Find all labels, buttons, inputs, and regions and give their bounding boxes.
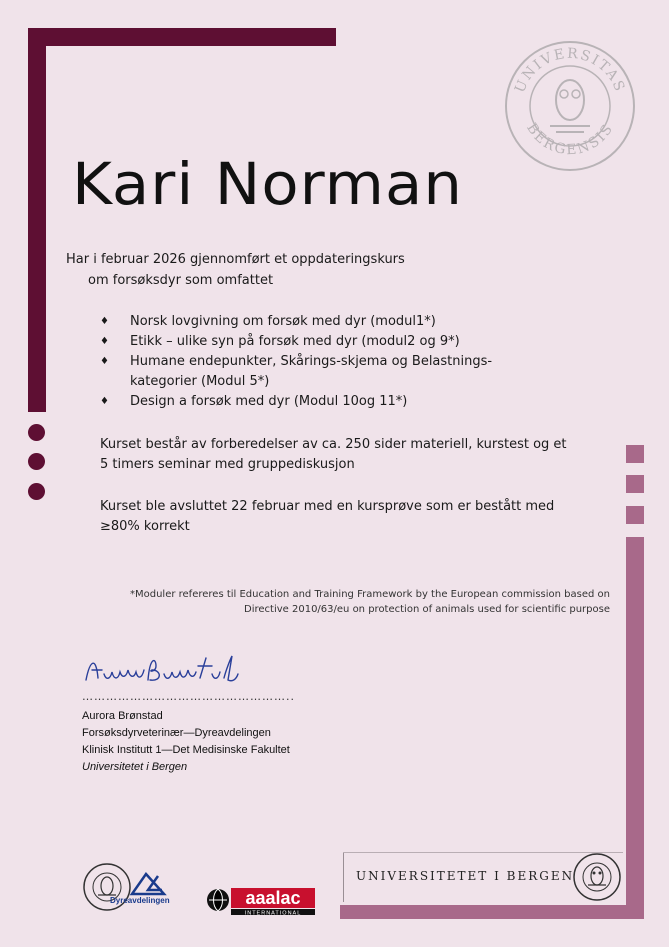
svg-text:aaalac: aaalac	[245, 888, 301, 908]
module-list	[100, 312, 520, 412]
dyreavdelingen-logo-text: Dyreavdelingen	[110, 896, 170, 905]
signatory-institute: Klinisk Institutt 1—Det Medisinske Fakultet	[82, 744, 290, 756]
dyreavdelingen-logo-icon	[128, 870, 202, 914]
left-decorative-bar	[28, 28, 46, 412]
course-content-paragraph: Kurset består av forberedelser av ca. 250 sider materiell, kurstest og et 5 timers seminar med gruppediskusjon	[100, 437, 567, 472]
module-item: ♦ Etikk – ulike syn på forsøk med dyr (modul2 og 9*)	[100, 332, 520, 352]
decorative-square	[626, 506, 644, 524]
svg-text:BERGENSIS: BERGENSIS	[523, 120, 617, 159]
bullet-icon: ♦	[100, 336, 109, 347]
module-item: ♦ Norsk lovgivning om forsøk med dyr (modul1*)	[100, 312, 520, 332]
university-seal-icon	[502, 38, 638, 174]
intro-line-1: Har i februar 2026 gjennomført et oppdateringskurs	[66, 252, 405, 267]
module-item: ♦ Design a forsøk med dyr (Modul 10og 11*)	[100, 392, 520, 412]
decorative-dot	[28, 453, 45, 470]
completion-paragraph: Kurset ble avsluttet 22 februar med en kursprøve som er bestått med ≥80% korrekt	[100, 499, 555, 534]
decorative-square	[626, 475, 644, 493]
signatory-university: Universitetet i Bergen	[82, 761, 188, 773]
signatory-name: Aurora Brønstad	[82, 710, 163, 722]
bottom-decorative-bar	[340, 905, 644, 919]
university-footer-name: UNIVERSITETET I BERGEN	[356, 869, 575, 883]
signature-image	[82, 650, 242, 690]
module-item: ♦ Humane endepunkter, Skårings-skjema og Belastnings-kategorier (Modul 5*)	[100, 354, 493, 389]
right-decorative-bar	[626, 537, 644, 919]
bullet-icon: ♦	[100, 396, 109, 407]
signature-line: ……………………………………………..	[82, 690, 295, 703]
top-decorative-bar	[28, 28, 336, 46]
recipient-name: Kari Norman	[72, 150, 464, 218]
signatory-title: Forsøksdyrveterinær—Dyreavdelingen	[82, 727, 271, 739]
decorative-square	[626, 445, 644, 463]
university-seal-footer-icon	[572, 852, 622, 902]
intro-line-2: om forsøksdyr som omfattet	[88, 273, 274, 288]
decorative-dot	[28, 424, 45, 441]
bullet-icon: ♦	[100, 316, 109, 327]
bullet-icon: ♦	[100, 356, 109, 367]
svg-text:UNIVERSITAS: UNIVERSITAS	[512, 45, 628, 96]
aaalac-logo-icon	[205, 886, 317, 916]
svg-text:INTERNATIONAL: INTERNATIONAL	[244, 910, 302, 916]
footer-divider	[343, 852, 344, 902]
decorative-dot	[28, 483, 45, 500]
footnote: *Moduler refereres til Education and Training Framework by the European commission based on Directive 2010/63/eu on protection of animals used for scientific purpose	[129, 589, 610, 615]
